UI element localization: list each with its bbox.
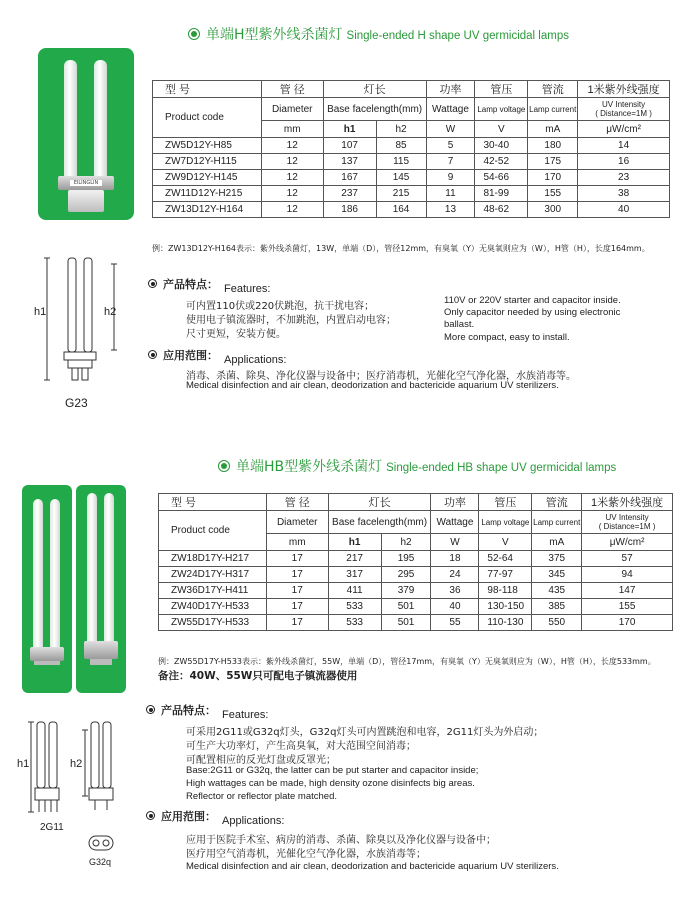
unit-uw: μW/cm² bbox=[578, 121, 670, 138]
cell-volt: 81-99 bbox=[475, 186, 528, 202]
cell-h1: 533 bbox=[328, 599, 381, 615]
hdr-model: 型 号 bbox=[153, 81, 262, 98]
hdr-current: 管流 bbox=[532, 494, 582, 511]
unit-h1: h1 bbox=[323, 121, 376, 138]
cell-current: 155 bbox=[528, 186, 578, 202]
hdr-current-en: Lamp current bbox=[528, 98, 578, 121]
unit-h2: h2 bbox=[381, 534, 431, 551]
dim-h1-hb: h1 bbox=[17, 758, 30, 770]
cell-diameter: 12 bbox=[261, 154, 323, 170]
table-row bbox=[159, 599, 673, 615]
cell-current: 170 bbox=[528, 170, 578, 186]
bullet-icon bbox=[188, 28, 200, 40]
cell-code: ZW18D17Y-H217 bbox=[159, 551, 267, 567]
cell-watt: 36 bbox=[431, 583, 479, 599]
cell-current: 435 bbox=[532, 583, 582, 599]
cell-diameter: 17 bbox=[266, 615, 328, 631]
hdr-length-en: Base facelength(mm) bbox=[323, 98, 426, 121]
unit-ma: mA bbox=[528, 121, 578, 138]
cell-h2: 85 bbox=[376, 138, 426, 154]
cell-volt: 110-130 bbox=[479, 615, 532, 631]
cell-volt: 130-150 bbox=[479, 599, 532, 615]
cell-volt: 52-64 bbox=[479, 551, 532, 567]
cell-intensity: 40 bbox=[578, 202, 670, 218]
cell-diameter: 17 bbox=[266, 583, 328, 599]
cell-h2: 295 bbox=[381, 567, 431, 583]
hdr-current: 管流 bbox=[528, 81, 578, 98]
dim-h2: h2 bbox=[104, 306, 117, 318]
hdr-length: 灯长 bbox=[328, 494, 431, 511]
cell-current: 385 bbox=[532, 599, 582, 615]
cell-diameter: 17 bbox=[266, 551, 328, 567]
section2-title-cn: 单端HB型紫外线杀菌灯 bbox=[236, 459, 383, 475]
section1-title-en: Single-ended H shape UV germicidal lamps bbox=[346, 30, 569, 42]
hdr-intensity-en: UV Intensity ( Distance=1M ) bbox=[582, 511, 673, 534]
s1-feat-cn-0: 可内置110伏或220伏跳泡，抗干扰电容； bbox=[186, 301, 375, 312]
s2-apps-cn-1: 医疗用空气消毒机，光催化空气净化器，水族消毒等； bbox=[186, 849, 426, 860]
cell-h1: 237 bbox=[323, 186, 376, 202]
cell-h2: 115 bbox=[376, 154, 426, 170]
cell-watt: 55 bbox=[431, 615, 479, 631]
cell-current: 375 bbox=[532, 551, 582, 567]
cell-watt: 13 bbox=[426, 202, 475, 218]
cell-intensity: 38 bbox=[578, 186, 670, 202]
cell-current: 345 bbox=[532, 567, 582, 583]
section1-title-cn: 单端H型紫外线杀菌灯 bbox=[206, 27, 343, 43]
s1-apps-en: Medical disinfection and air clean, deodorization and bactericide aquarium UV sterilizers. bbox=[186, 380, 559, 391]
cell-h1: 107 bbox=[323, 138, 376, 154]
dim-h1: h1 bbox=[34, 306, 47, 318]
spec-table-h bbox=[152, 80, 670, 218]
s2-apps-cn-0: 应用于医院手术室、病房的消毒、杀菌、除臭以及净化仪器与设备中； bbox=[186, 835, 496, 846]
cell-h1: 217 bbox=[328, 551, 381, 567]
s2-feat-cn-0: 可采用2G11或G32q灯头，G32q灯头可内置跳泡和电容，2G11灯头为外启动； bbox=[186, 727, 544, 738]
cell-diameter: 12 bbox=[261, 186, 323, 202]
cell-code: ZW9D12Y-H145 bbox=[153, 170, 262, 186]
cell-diameter: 17 bbox=[266, 567, 328, 583]
hdr-length-en: Base facelength(mm) bbox=[328, 511, 431, 534]
section2-title-en: Single-ended HB shape UV germicidal lamps bbox=[386, 462, 617, 474]
s1-apps-cn: 消毒、杀菌、除臭、净化仪器与设备中；医疗消毒机，光催化空气净化器，水族消毒等。 bbox=[186, 371, 576, 382]
cell-watt: 9 bbox=[426, 170, 475, 186]
hdr-diameter: 管 径 bbox=[266, 494, 328, 511]
unit-w: W bbox=[426, 121, 475, 138]
hdr-diameter: 管 径 bbox=[261, 81, 323, 98]
cell-intensity: 94 bbox=[582, 567, 673, 583]
unit-uw: μW/cm² bbox=[582, 534, 673, 551]
s1-feat-cn-2: 尺寸更短，安装方便。 bbox=[186, 329, 286, 340]
s2-feat-en-0: Base:2G11 or G32q, the latter can be put starter and capacitor inside; bbox=[186, 765, 479, 776]
cell-code: ZW5D12Y-H85 bbox=[153, 138, 262, 154]
cell-code: ZW36D17Y-H411 bbox=[159, 583, 267, 599]
cell-current: 550 bbox=[532, 615, 582, 631]
cell-current: 180 bbox=[528, 138, 578, 154]
table-row bbox=[159, 567, 673, 583]
cell-current: 175 bbox=[528, 154, 578, 170]
cell-h2: 501 bbox=[381, 599, 431, 615]
cell-watt: 40 bbox=[431, 599, 479, 615]
hdr-voltage-en: Lamp voltage bbox=[479, 511, 532, 534]
cell-diameter: 12 bbox=[261, 138, 323, 154]
cell-watt: 11 bbox=[426, 186, 475, 202]
lamp-brand-label: EILINGLIN bbox=[70, 180, 102, 186]
bullet-icon bbox=[218, 460, 230, 472]
cell-h2: 215 bbox=[376, 186, 426, 202]
cell-h1: 167 bbox=[323, 170, 376, 186]
table-row bbox=[153, 202, 670, 218]
s2-apps-en: Medical disinfection and air clean, deodorization and bactericide aquarium UV sterilizers. bbox=[186, 861, 559, 872]
section1-apps-head: 应用范围： Applications: bbox=[148, 347, 286, 363]
cell-volt: 42-52 bbox=[475, 154, 528, 170]
cell-diameter: 12 bbox=[261, 202, 323, 218]
cell-watt: 7 bbox=[426, 154, 475, 170]
dim-h2-hb: h2 bbox=[70, 758, 83, 770]
s1-feat-en-3: More compact, easy to install. bbox=[444, 332, 570, 343]
section2-remark: 备注：40W、55W只可配电子镇流器使用 bbox=[158, 670, 358, 682]
bullet-icon bbox=[146, 811, 155, 820]
hdr-wattage: 功率 bbox=[431, 494, 479, 511]
unit-mm: mm bbox=[266, 534, 328, 551]
hdr-voltage-en: Lamp voltage bbox=[475, 98, 528, 121]
cell-intensity: 57 bbox=[582, 551, 673, 567]
cell-code: ZW24D17Y-H317 bbox=[159, 567, 267, 583]
section1-features-head: 产品特点： Features: bbox=[148, 276, 270, 292]
base-name-2g11: 2G11 bbox=[40, 822, 64, 833]
table-row bbox=[153, 186, 670, 202]
section2-apps-head: 应用范围： Applications: bbox=[146, 808, 284, 824]
cell-current: 300 bbox=[528, 202, 578, 218]
cell-volt: 48-62 bbox=[475, 202, 528, 218]
cell-intensity: 155 bbox=[582, 599, 673, 615]
hdr-intensity: 1米紫外线强度 bbox=[582, 494, 673, 511]
cell-intensity: 14 bbox=[578, 138, 670, 154]
hdr-wattage-en: Wattage bbox=[426, 98, 475, 121]
hdr-product-code: Product code bbox=[159, 511, 267, 551]
cell-code: ZW13D12Y-H164 bbox=[153, 202, 262, 218]
table-row bbox=[153, 154, 670, 170]
cell-watt: 24 bbox=[431, 567, 479, 583]
bullet-icon bbox=[146, 705, 155, 714]
cell-code: ZW7D12Y-H115 bbox=[153, 154, 262, 170]
table-row bbox=[153, 138, 670, 154]
unit-mm: mm bbox=[261, 121, 323, 138]
cell-intensity: 23 bbox=[578, 170, 670, 186]
unit-v: V bbox=[475, 121, 528, 138]
hdr-wattage-en: Wattage bbox=[431, 511, 479, 534]
cell-code: ZW11D12Y-H215 bbox=[153, 186, 262, 202]
section2-title bbox=[218, 456, 616, 476]
cell-h1: 533 bbox=[328, 615, 381, 631]
section1-title bbox=[188, 24, 569, 44]
table-row bbox=[159, 615, 673, 631]
table-row bbox=[159, 551, 673, 567]
cell-h2: 195 bbox=[381, 551, 431, 567]
spec-table-hb bbox=[158, 493, 673, 631]
unit-ma: mA bbox=[532, 534, 582, 551]
base-name-g32q: G32q bbox=[89, 857, 112, 867]
bullet-icon bbox=[148, 279, 157, 288]
s2-feat-en-2: Reflector or reflector plate matched. bbox=[186, 791, 338, 802]
cell-volt: 30-40 bbox=[475, 138, 528, 154]
cell-intensity: 147 bbox=[582, 583, 673, 599]
cell-diameter: 12 bbox=[261, 170, 323, 186]
table-row bbox=[159, 583, 673, 599]
base-name-g23: G23 bbox=[65, 396, 88, 410]
hdr-intensity-en: UV Intensity ( Distance=1M ) bbox=[578, 98, 670, 121]
hdr-length: 灯长 bbox=[323, 81, 426, 98]
cell-h1: 411 bbox=[328, 583, 381, 599]
s2-feat-cn-2: 可配置相应的反光灯盘或反罩光； bbox=[186, 755, 336, 766]
cell-code: ZW55D17Y-H533 bbox=[159, 615, 267, 631]
bullet-icon bbox=[148, 350, 157, 359]
cell-h2: 164 bbox=[376, 202, 426, 218]
cell-code: ZW40D17Y-H533 bbox=[159, 599, 267, 615]
hdr-voltage: 管压 bbox=[479, 494, 532, 511]
lamp-photo-h bbox=[38, 48, 134, 220]
s1-feat-en-2: ballast. bbox=[444, 319, 475, 330]
cell-volt: 54-66 bbox=[475, 170, 528, 186]
section2-features-head: 产品特点： Features: bbox=[146, 702, 268, 718]
cell-h2: 501 bbox=[381, 615, 431, 631]
cell-h1: 137 bbox=[323, 154, 376, 170]
table-row bbox=[153, 170, 670, 186]
s2-feat-en-1: High wattages can be made, high density ozone disinfects big areas. bbox=[186, 778, 475, 789]
hdr-diameter-en: Diameter bbox=[266, 511, 328, 534]
lamp-photo-hb-2 bbox=[76, 485, 126, 693]
cell-h2: 145 bbox=[376, 170, 426, 186]
s1-feat-en-1: Only capacitor needed by using electronic bbox=[444, 307, 621, 318]
hdr-product-code: Product code bbox=[153, 98, 262, 138]
lamp-drawing-h bbox=[30, 250, 130, 400]
cell-volt: 77-97 bbox=[479, 567, 532, 583]
cell-watt: 5 bbox=[426, 138, 475, 154]
unit-v: V bbox=[479, 534, 532, 551]
cell-diameter: 17 bbox=[266, 599, 328, 615]
s2-feat-cn-1: 可生产大功率灯，产生高臭氧，对大范围空间消毒； bbox=[186, 741, 416, 752]
hdr-intensity: 1米紫外线强度 bbox=[578, 81, 670, 98]
hdr-wattage: 功率 bbox=[426, 81, 475, 98]
hdr-model: 型 号 bbox=[159, 494, 267, 511]
cell-h1: 186 bbox=[323, 202, 376, 218]
cell-intensity: 170 bbox=[582, 615, 673, 631]
unit-h2: h2 bbox=[376, 121, 426, 138]
unit-w: W bbox=[431, 534, 479, 551]
s1-feat-cn-1: 使用电子镇流器时，不加跳泡，内置启动电容； bbox=[186, 315, 396, 326]
lamp-photo-hb-1 bbox=[22, 485, 72, 693]
unit-h1: h1 bbox=[328, 534, 381, 551]
cell-volt: 98-118 bbox=[479, 583, 532, 599]
hdr-diameter-en: Diameter bbox=[261, 98, 323, 121]
lamp-drawing-hb bbox=[25, 716, 135, 866]
cell-watt: 18 bbox=[431, 551, 479, 567]
section1-example: 例：ZW13D12Y-H164表示：紫外线杀菌灯，13W，单端（D），管径12mm，有臭氧（Y）无臭氧则应为（W），H管（H），长度164mm。 bbox=[152, 244, 650, 253]
s1-feat-en-0: 110V or 220V starter and capacitor inside. bbox=[444, 295, 621, 306]
cell-intensity: 16 bbox=[578, 154, 670, 170]
hdr-voltage: 管压 bbox=[475, 81, 528, 98]
cell-h2: 379 bbox=[381, 583, 431, 599]
cell-h1: 317 bbox=[328, 567, 381, 583]
section2-example: 例：ZW55D17Y-H533表示：紫外线杀菌灯，55W，单端（D），管径17mm，有臭氧（Y）无臭氧则应为（W），H管（H），长度533mm。 bbox=[158, 657, 656, 666]
hdr-current-en: Lamp current bbox=[532, 511, 582, 534]
